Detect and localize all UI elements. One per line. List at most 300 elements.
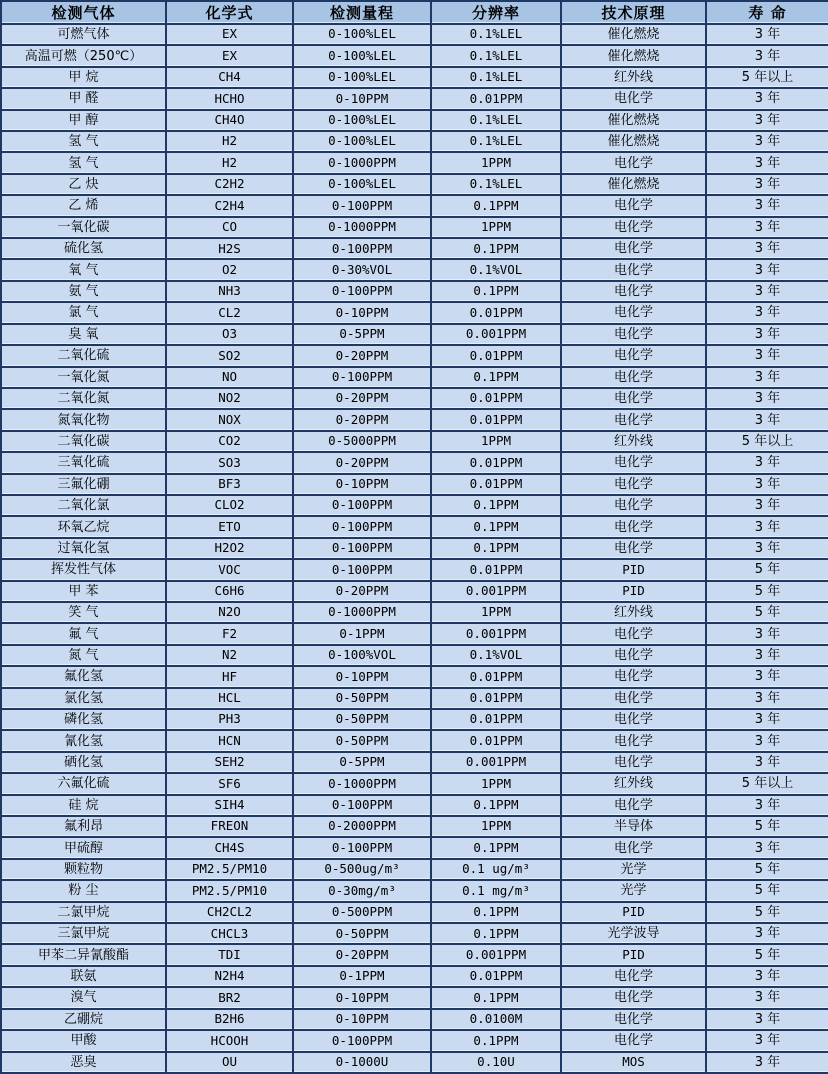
cell-chemical-formula: SO3 — [166, 452, 293, 473]
table-row — [1, 880, 828, 901]
cell-chemical-formula: SIH4 — [166, 795, 293, 816]
table-row — [1, 431, 828, 452]
cell-lifespan: 3 年 — [706, 666, 828, 687]
cell-chemical-formula: C2H4 — [166, 195, 293, 216]
cell-technology: 催化燃烧 — [561, 174, 706, 195]
cell-gas-name: 乙 烯 — [1, 195, 166, 216]
cell-resolution: 0.001PPM — [431, 944, 561, 965]
cell-chemical-formula: CLO2 — [166, 495, 293, 516]
cell-resolution: 0.001PPM — [431, 752, 561, 773]
cell-gas-name: 氟 气 — [1, 623, 166, 644]
cell-technology: 电化学 — [561, 324, 706, 345]
cell-chemical-formula: HF — [166, 666, 293, 687]
cell-technology: 红外线 — [561, 431, 706, 452]
cell-chemical-formula: HCHO — [166, 88, 293, 109]
cell-resolution: 0.1%LEL — [431, 131, 561, 152]
cell-detection-range: 0-20PPM — [293, 581, 431, 602]
cell-detection-range: 0-10PPM — [293, 474, 431, 495]
cell-lifespan: 5 年 — [706, 559, 828, 580]
cell-technology: 电化学 — [561, 987, 706, 1008]
table-row — [1, 24, 828, 45]
cell-chemical-formula: HCL — [166, 688, 293, 709]
cell-detection-range: 0-20PPM — [293, 452, 431, 473]
cell-resolution: 0.01PPM — [431, 302, 561, 323]
cell-detection-range: 0-20PPM — [293, 944, 431, 965]
cell-gas-name: 三氟化硼 — [1, 474, 166, 495]
cell-gas-name: 乙硼烷 — [1, 1009, 166, 1030]
cell-lifespan: 3 年 — [706, 88, 828, 109]
cell-detection-range: 0-100PPM — [293, 559, 431, 580]
cell-chemical-formula: PM2.5/PM10 — [166, 859, 293, 880]
cell-detection-range: 0-2000PPM — [293, 816, 431, 837]
cell-detection-range: 0-100PPM — [293, 495, 431, 516]
cell-resolution: 0.01PPM — [431, 559, 561, 580]
cell-detection-range: 0-1000PPM — [293, 773, 431, 794]
cell-detection-range: 0-50PPM — [293, 730, 431, 751]
table-row — [1, 238, 828, 259]
cell-gas-name: 甲苯二异氰酸酯 — [1, 944, 166, 965]
cell-resolution: 0.01PPM — [431, 709, 561, 730]
cell-chemical-formula: CH2CL2 — [166, 902, 293, 923]
cell-technology: 电化学 — [561, 516, 706, 537]
cell-detection-range: 0-100%LEL — [293, 174, 431, 195]
cell-lifespan: 3 年 — [706, 966, 828, 987]
cell-gas-name: 溴气 — [1, 987, 166, 1008]
cell-resolution: 0.1PPM — [431, 902, 561, 923]
cell-detection-range: 0-10PPM — [293, 666, 431, 687]
cell-chemical-formula: B2H6 — [166, 1009, 293, 1030]
table-row — [1, 516, 828, 537]
cell-technology: 催化燃烧 — [561, 45, 706, 66]
table-row — [1, 345, 828, 366]
cell-technology: 电化学 — [561, 538, 706, 559]
cell-gas-name: 磷化氢 — [1, 709, 166, 730]
cell-detection-range: 0-100PPM — [293, 1030, 431, 1051]
cell-detection-range: 0-100PPM — [293, 238, 431, 259]
cell-detection-range: 0-1PPM — [293, 966, 431, 987]
cell-detection-range: 0-100%LEL — [293, 67, 431, 88]
cell-detection-range: 0-100%VOL — [293, 645, 431, 666]
cell-chemical-formula: SEH2 — [166, 752, 293, 773]
cell-resolution: 0.001PPM — [431, 623, 561, 644]
cell-lifespan: 3 年 — [706, 324, 828, 345]
cell-lifespan: 3 年 — [706, 837, 828, 858]
cell-lifespan: 3 年 — [706, 1052, 828, 1074]
cell-resolution: 1PPM — [431, 152, 561, 173]
cell-lifespan: 3 年 — [706, 110, 828, 131]
table-row — [1, 195, 828, 216]
cell-technology: 光学 — [561, 880, 706, 901]
table-row — [1, 730, 828, 751]
cell-gas-name: 三氧化硫 — [1, 452, 166, 473]
cell-resolution: 0.1%VOL — [431, 645, 561, 666]
cell-lifespan: 3 年 — [706, 709, 828, 730]
cell-chemical-formula: NH3 — [166, 281, 293, 302]
cell-lifespan: 3 年 — [706, 516, 828, 537]
cell-lifespan: 3 年 — [706, 409, 828, 430]
cell-chemical-formula: NOX — [166, 409, 293, 430]
cell-lifespan: 3 年 — [706, 538, 828, 559]
cell-detection-range: 0-10PPM — [293, 1009, 431, 1030]
cell-detection-range: 0-30mg/m³ — [293, 880, 431, 901]
cell-lifespan: 3 年 — [706, 452, 828, 473]
cell-resolution: 0.1PPM — [431, 538, 561, 559]
cell-chemical-formula: NO2 — [166, 388, 293, 409]
cell-lifespan: 3 年 — [706, 217, 828, 238]
cell-technology: 电化学 — [561, 1009, 706, 1030]
cell-resolution: 0.1%LEL — [431, 67, 561, 88]
cell-lifespan: 3 年 — [706, 195, 828, 216]
cell-resolution: 0.01PPM — [431, 688, 561, 709]
cell-lifespan: 5 年 — [706, 816, 828, 837]
cell-detection-range: 0-20PPM — [293, 345, 431, 366]
cell-gas-name: 联氨 — [1, 966, 166, 987]
cell-gas-name: 笑 气 — [1, 602, 166, 623]
cell-gas-name: 硫化氢 — [1, 238, 166, 259]
cell-chemical-formula: CH4S — [166, 837, 293, 858]
cell-chemical-formula: PM2.5/PM10 — [166, 880, 293, 901]
cell-gas-name: 氟利昂 — [1, 816, 166, 837]
table-row — [1, 259, 828, 280]
cell-chemical-formula: F2 — [166, 623, 293, 644]
cell-chemical-formula: HCOOH — [166, 1030, 293, 1051]
cell-chemical-formula: CO2 — [166, 431, 293, 452]
table-row — [1, 67, 828, 88]
cell-chemical-formula: CO — [166, 217, 293, 238]
cell-lifespan: 5 年 — [706, 859, 828, 880]
cell-gas-name: 三氯甲烷 — [1, 923, 166, 944]
cell-technology: 电化学 — [561, 88, 706, 109]
cell-technology: 电化学 — [561, 238, 706, 259]
cell-lifespan: 3 年 — [706, 623, 828, 644]
cell-gas-name: 氧 气 — [1, 259, 166, 280]
cell-technology: 电化学 — [561, 795, 706, 816]
cell-gas-name: 二氧化氯 — [1, 495, 166, 516]
header-row — [1, 1, 828, 24]
cell-chemical-formula: BR2 — [166, 987, 293, 1008]
cell-detection-range: 0-100PPM — [293, 538, 431, 559]
cell-resolution: 0.1PPM — [431, 987, 561, 1008]
cell-detection-range: 0-30%VOL — [293, 259, 431, 280]
cell-chemical-formula: O3 — [166, 324, 293, 345]
cell-resolution: 0.01PPM — [431, 730, 561, 751]
cell-resolution: 0.1%LEL — [431, 110, 561, 131]
cell-lifespan: 3 年 — [706, 345, 828, 366]
table-row — [1, 559, 828, 580]
cell-lifespan: 5 年 — [706, 880, 828, 901]
table-row — [1, 1030, 828, 1051]
cell-detection-range: 0-100PPM — [293, 516, 431, 537]
table-row — [1, 1009, 828, 1030]
cell-resolution: 0.01PPM — [431, 409, 561, 430]
cell-gas-name: 可燃气体 — [1, 24, 166, 45]
cell-detection-range: 0-100%LEL — [293, 110, 431, 131]
table-row — [1, 174, 828, 195]
cell-detection-range: 0-1000PPM — [293, 602, 431, 623]
cell-technology: 催化燃烧 — [561, 131, 706, 152]
cell-lifespan: 3 年 — [706, 259, 828, 280]
cell-technology: PID — [561, 581, 706, 602]
cell-detection-range: 0-10PPM — [293, 987, 431, 1008]
table-row — [1, 581, 828, 602]
cell-lifespan: 3 年 — [706, 281, 828, 302]
table-row — [1, 987, 828, 1008]
cell-chemical-formula: C2H2 — [166, 174, 293, 195]
table-row — [1, 837, 828, 858]
cell-technology: 红外线 — [561, 773, 706, 794]
cell-gas-name: 二氧化氮 — [1, 388, 166, 409]
cell-detection-range: 0-10PPM — [293, 88, 431, 109]
cell-resolution: 0.10U — [431, 1052, 561, 1074]
cell-gas-name: 甲 烷 — [1, 67, 166, 88]
cell-chemical-formula: ETO — [166, 516, 293, 537]
cell-lifespan: 3 年 — [706, 645, 828, 666]
cell-lifespan: 3 年 — [706, 688, 828, 709]
column-header-gas-name: 检测气体 — [1, 1, 166, 24]
cell-gas-name: 一氧化氮 — [1, 367, 166, 388]
cell-lifespan: 5 年 — [706, 902, 828, 923]
cell-technology: 电化学 — [561, 474, 706, 495]
cell-technology: 电化学 — [561, 623, 706, 644]
cell-chemical-formula: TDI — [166, 944, 293, 965]
cell-gas-name: 硅 烷 — [1, 795, 166, 816]
cell-chemical-formula: FREON — [166, 816, 293, 837]
cell-chemical-formula: C6H6 — [166, 581, 293, 602]
cell-chemical-formula: CHCL3 — [166, 923, 293, 944]
table-row — [1, 45, 828, 66]
cell-lifespan: 3 年 — [706, 795, 828, 816]
cell-chemical-formula: CH4 — [166, 67, 293, 88]
cell-gas-name: 甲 醇 — [1, 110, 166, 131]
table-row — [1, 623, 828, 644]
cell-technology: PID — [561, 902, 706, 923]
cell-detection-range: 0-100PPM — [293, 367, 431, 388]
cell-detection-range: 0-100PPM — [293, 281, 431, 302]
cell-chemical-formula: CL2 — [166, 302, 293, 323]
cell-lifespan: 3 年 — [706, 174, 828, 195]
cell-gas-name: 粉 尘 — [1, 880, 166, 901]
cell-technology: 电化学 — [561, 837, 706, 858]
cell-technology: 催化燃烧 — [561, 110, 706, 131]
column-header-technology: 技术原理 — [561, 1, 706, 24]
cell-chemical-formula: O2 — [166, 259, 293, 280]
cell-detection-range: 0-20PPM — [293, 409, 431, 430]
cell-technology: 光学 — [561, 859, 706, 880]
cell-technology: 红外线 — [561, 67, 706, 88]
cell-lifespan: 5 年以上 — [706, 67, 828, 88]
cell-resolution: 0.01PPM — [431, 345, 561, 366]
cell-gas-name: 高温可燃（250℃） — [1, 45, 166, 66]
cell-resolution: 0.1PPM — [431, 837, 561, 858]
cell-chemical-formula: CH4O — [166, 110, 293, 131]
cell-technology: 电化学 — [561, 645, 706, 666]
cell-chemical-formula: PH3 — [166, 709, 293, 730]
column-header-detection-range: 检测量程 — [293, 1, 431, 24]
cell-lifespan: 3 年 — [706, 367, 828, 388]
cell-lifespan: 3 年 — [706, 495, 828, 516]
cell-gas-name: 甲 醛 — [1, 88, 166, 109]
table-row — [1, 795, 828, 816]
cell-resolution: 1PPM — [431, 602, 561, 623]
table-row — [1, 944, 828, 965]
cell-lifespan: 3 年 — [706, 474, 828, 495]
cell-resolution: 0.1%VOL — [431, 259, 561, 280]
cell-resolution: 0.1PPM — [431, 195, 561, 216]
cell-gas-name: 一氧化碳 — [1, 217, 166, 238]
cell-lifespan: 3 年 — [706, 923, 828, 944]
cell-chemical-formula: N2H4 — [166, 966, 293, 987]
cell-technology: 电化学 — [561, 217, 706, 238]
cell-technology: 红外线 — [561, 602, 706, 623]
table-row — [1, 409, 828, 430]
cell-resolution: 0.1PPM — [431, 495, 561, 516]
table-row — [1, 602, 828, 623]
table-row — [1, 688, 828, 709]
table-row — [1, 645, 828, 666]
cell-detection-range: 0-500PPM — [293, 902, 431, 923]
cell-detection-range: 0-100PPM — [293, 837, 431, 858]
cell-chemical-formula: EX — [166, 24, 293, 45]
cell-gas-name: 甲 苯 — [1, 581, 166, 602]
cell-detection-range: 0-1000PPM — [293, 217, 431, 238]
table-row — [1, 773, 828, 794]
cell-lifespan: 5 年 — [706, 944, 828, 965]
table-row — [1, 452, 828, 473]
cell-technology: 电化学 — [561, 259, 706, 280]
table-row — [1, 538, 828, 559]
cell-gas-name: 氮氧化物 — [1, 409, 166, 430]
cell-detection-range: 0-50PPM — [293, 688, 431, 709]
cell-resolution: 0.1PPM — [431, 238, 561, 259]
cell-resolution: 0.01PPM — [431, 666, 561, 687]
cell-lifespan: 3 年 — [706, 302, 828, 323]
cell-chemical-formula: N2 — [166, 645, 293, 666]
cell-chemical-formula: SO2 — [166, 345, 293, 366]
cell-gas-name: 二氧化硫 — [1, 345, 166, 366]
cell-gas-name: 氯化氢 — [1, 688, 166, 709]
cell-resolution: 0.1PPM — [431, 1030, 561, 1051]
table-row — [1, 816, 828, 837]
table-row — [1, 388, 828, 409]
cell-technology: 电化学 — [561, 152, 706, 173]
cell-gas-name: 氢 气 — [1, 152, 166, 173]
cell-technology: 电化学 — [561, 302, 706, 323]
cell-gas-name: 甲硫醇 — [1, 837, 166, 858]
cell-detection-range: 0-50PPM — [293, 709, 431, 730]
table-row — [1, 752, 828, 773]
table-row — [1, 367, 828, 388]
cell-technology: MOS — [561, 1052, 706, 1074]
cell-gas-name: 氮 气 — [1, 645, 166, 666]
cell-detection-range: 0-10PPM — [293, 302, 431, 323]
cell-chemical-formula: NO — [166, 367, 293, 388]
cell-technology: PID — [561, 944, 706, 965]
cell-chemical-formula: H2O2 — [166, 538, 293, 559]
cell-detection-range: 0-5PPM — [293, 324, 431, 345]
column-header-resolution: 分辨率 — [431, 1, 561, 24]
cell-lifespan: 5 年以上 — [706, 431, 828, 452]
cell-detection-range: 0-100%LEL — [293, 24, 431, 45]
cell-gas-name: 氟化氢 — [1, 666, 166, 687]
cell-lifespan: 3 年 — [706, 1030, 828, 1051]
cell-lifespan: 3 年 — [706, 238, 828, 259]
cell-technology: 电化学 — [561, 666, 706, 687]
cell-detection-range: 0-1000U — [293, 1052, 431, 1074]
cell-gas-name: 二氯甲烷 — [1, 902, 166, 923]
cell-resolution: 0.0100M — [431, 1009, 561, 1030]
cell-resolution: 0.1PPM — [431, 367, 561, 388]
table-row — [1, 281, 828, 302]
cell-gas-name: 二氧化碳 — [1, 431, 166, 452]
table-row — [1, 495, 828, 516]
cell-resolution: 0.01PPM — [431, 966, 561, 987]
table-row — [1, 1052, 828, 1074]
cell-detection-range: 0-500ug/m³ — [293, 859, 431, 880]
table-row — [1, 131, 828, 152]
cell-resolution: 0.01PPM — [431, 88, 561, 109]
cell-chemical-formula: OU — [166, 1052, 293, 1074]
cell-chemical-formula: H2 — [166, 131, 293, 152]
table-row — [1, 88, 828, 109]
table-row — [1, 859, 828, 880]
cell-gas-name: 甲酸 — [1, 1030, 166, 1051]
cell-technology: 电化学 — [561, 709, 706, 730]
cell-resolution: 0.001PPM — [431, 324, 561, 345]
cell-resolution: 0.1 mg/m³ — [431, 880, 561, 901]
cell-resolution: 0.01PPM — [431, 388, 561, 409]
cell-gas-name: 氯 气 — [1, 302, 166, 323]
table-row — [1, 110, 828, 131]
cell-resolution: 0.1PPM — [431, 795, 561, 816]
cell-gas-name: 乙 炔 — [1, 174, 166, 195]
cell-resolution: 1PPM — [431, 816, 561, 837]
cell-resolution: 0.1PPM — [431, 923, 561, 944]
cell-resolution: 0.1PPM — [431, 281, 561, 302]
cell-technology: 电化学 — [561, 409, 706, 430]
cell-technology: 电化学 — [561, 281, 706, 302]
cell-resolution: 0.1%LEL — [431, 45, 561, 66]
cell-lifespan: 5 年以上 — [706, 773, 828, 794]
cell-chemical-formula: SF6 — [166, 773, 293, 794]
cell-technology: 催化燃烧 — [561, 24, 706, 45]
cell-resolution: 1PPM — [431, 773, 561, 794]
cell-technology: 电化学 — [561, 730, 706, 751]
table-row — [1, 474, 828, 495]
cell-gas-name: 氢 气 — [1, 131, 166, 152]
cell-gas-name: 臭 氧 — [1, 324, 166, 345]
cell-detection-range: 0-1PPM — [293, 623, 431, 644]
table-row — [1, 966, 828, 987]
cell-lifespan: 3 年 — [706, 987, 828, 1008]
cell-gas-name: 挥发性气体 — [1, 559, 166, 580]
cell-resolution: 0.01PPM — [431, 452, 561, 473]
cell-chemical-formula: N2O — [166, 602, 293, 623]
cell-technology: 电化学 — [561, 752, 706, 773]
cell-technology: 电化学 — [561, 367, 706, 388]
cell-chemical-formula: H2S — [166, 238, 293, 259]
cell-technology: 电化学 — [561, 452, 706, 473]
cell-resolution: 0.1%LEL — [431, 174, 561, 195]
cell-technology: 光学波导 — [561, 923, 706, 944]
cell-gas-name: 氨 气 — [1, 281, 166, 302]
cell-resolution: 0.001PPM — [431, 581, 561, 602]
cell-gas-name: 过氧化氢 — [1, 538, 166, 559]
table-row — [1, 152, 828, 173]
cell-gas-name: 恶臭 — [1, 1052, 166, 1074]
table-row — [1, 217, 828, 238]
table-row — [1, 923, 828, 944]
cell-lifespan: 3 年 — [706, 24, 828, 45]
